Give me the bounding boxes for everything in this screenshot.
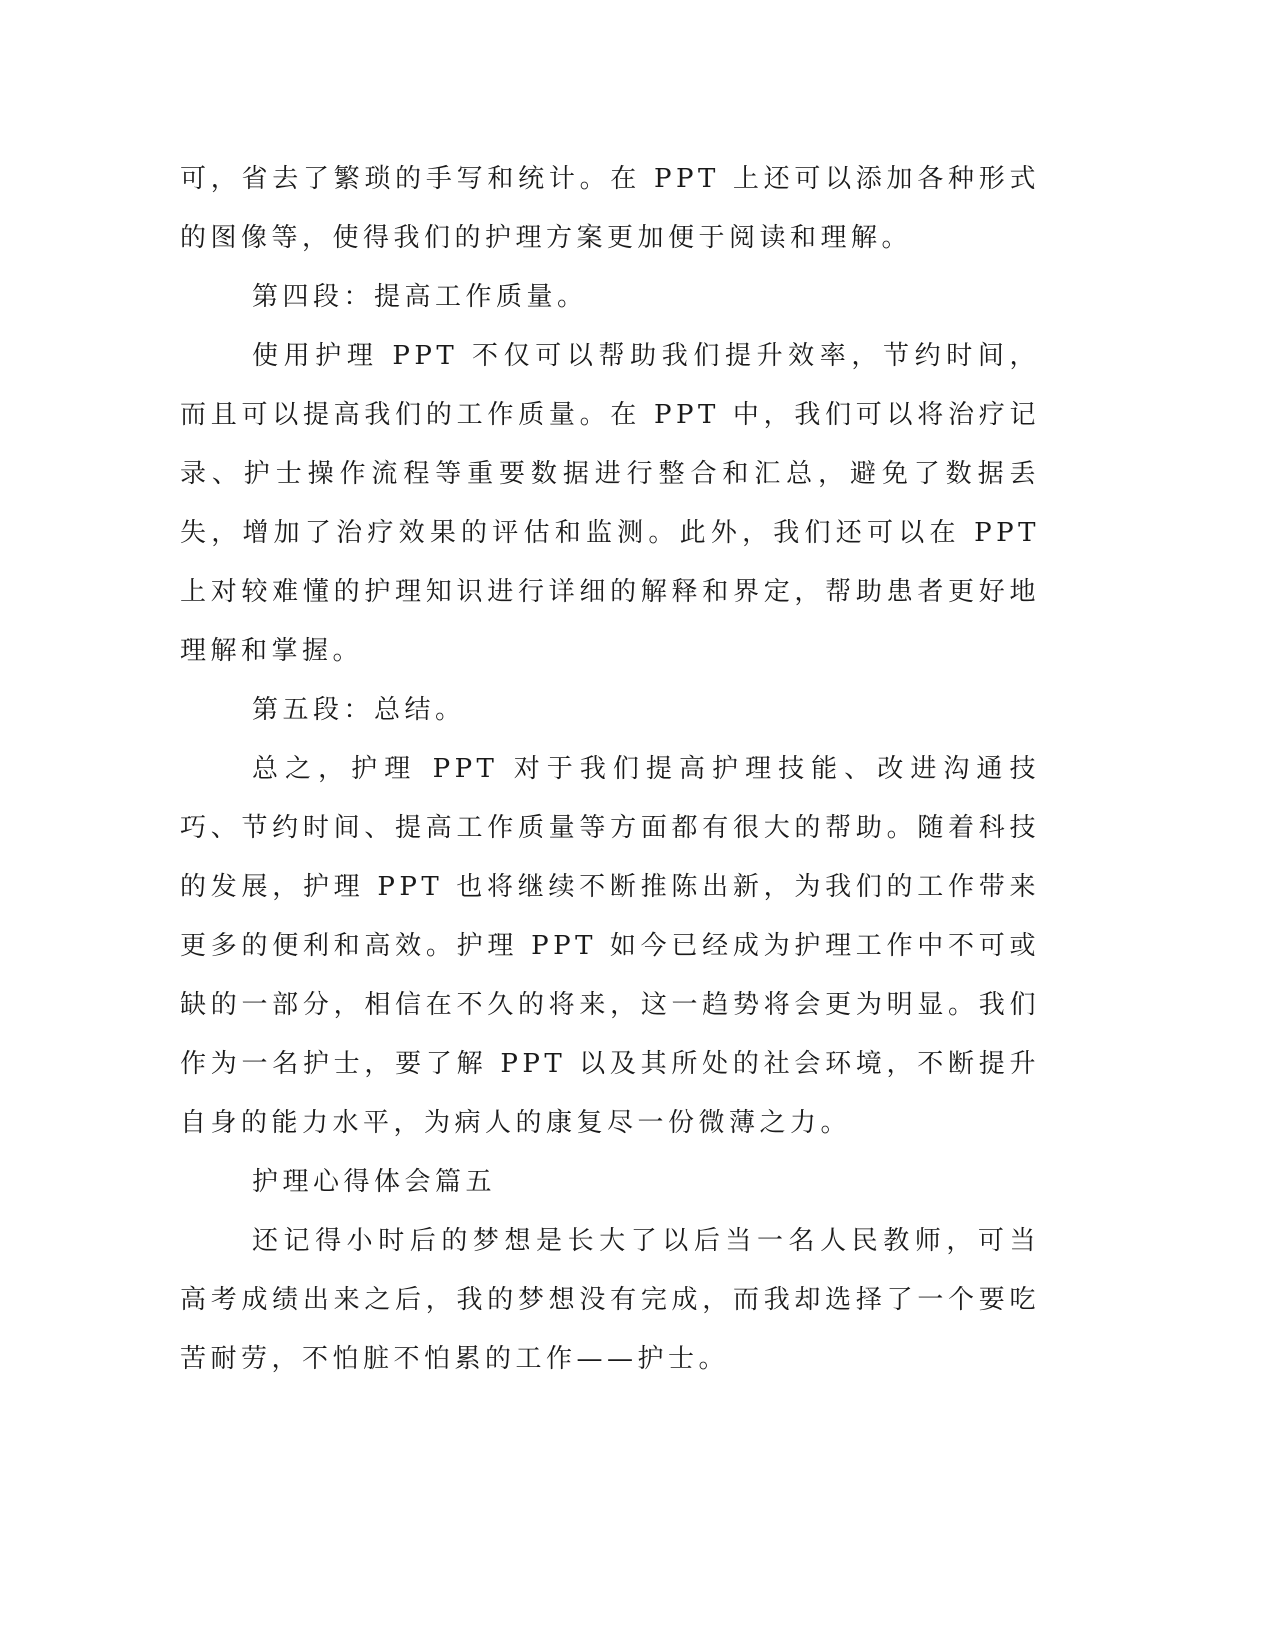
section-heading-five: 第五段：总结。 (252, 695, 466, 725)
paragraph-childhood-dream: 还记得小时后的梦想是长大了以后当一名人民教师，可当高考成绩出来之后，我的梦想没有完成，而我却选择了一个要吃苦耐劳，不怕脏不怕累的工作——护士。 (180, 1226, 1040, 1374)
document-body (180, 150, 1040, 1389)
section-heading-four: 第四段：提高工作质量。 (252, 282, 588, 312)
paragraph-continuation: 可，省去了繁琐的手写和统计。在 PPT 上还可以添加各种形式的图像等，使得我们的护理方案更加便于阅读和理解。 (180, 164, 1040, 253)
article-title-part-five: 护理心得体会篇五 (252, 1167, 497, 1197)
paragraph-summary: 总之，护理 PPT 对于我们提高护理技能、改进沟通技巧、节约时间、提高工作质量等方面都有很大的帮助。随着科技的发展，护理 PPT 也将继续不断推陈出新，为我们的工作带来更多的便利和高效。护理 PPT 如今已经成为护理工作中不可或缺的一部分，相信在不久的将来，这一趋势将会更为明显。我们作为一名护士，要了解 PPT 以及其所处的社会环境，不断提升自身的能力水平，为病人的康复尽一份微薄之力。 (180, 754, 1040, 1138)
paragraph-work-quality: 使用护理 PPT 不仅可以帮助我们提升效率，节约时间，而且可以提高我们的工作质量。在 PPT 中，我们可以将治疗记录、护士操作流程等重要数据进行整合和汇总，避免了数据丢失，增加了治疗效果的评估和监测。此外，我们还可以在 PPT 上对较难懂的护理知识进行详细的解释和界定，帮助患者更好地理解和掌握。 (180, 341, 1040, 666)
